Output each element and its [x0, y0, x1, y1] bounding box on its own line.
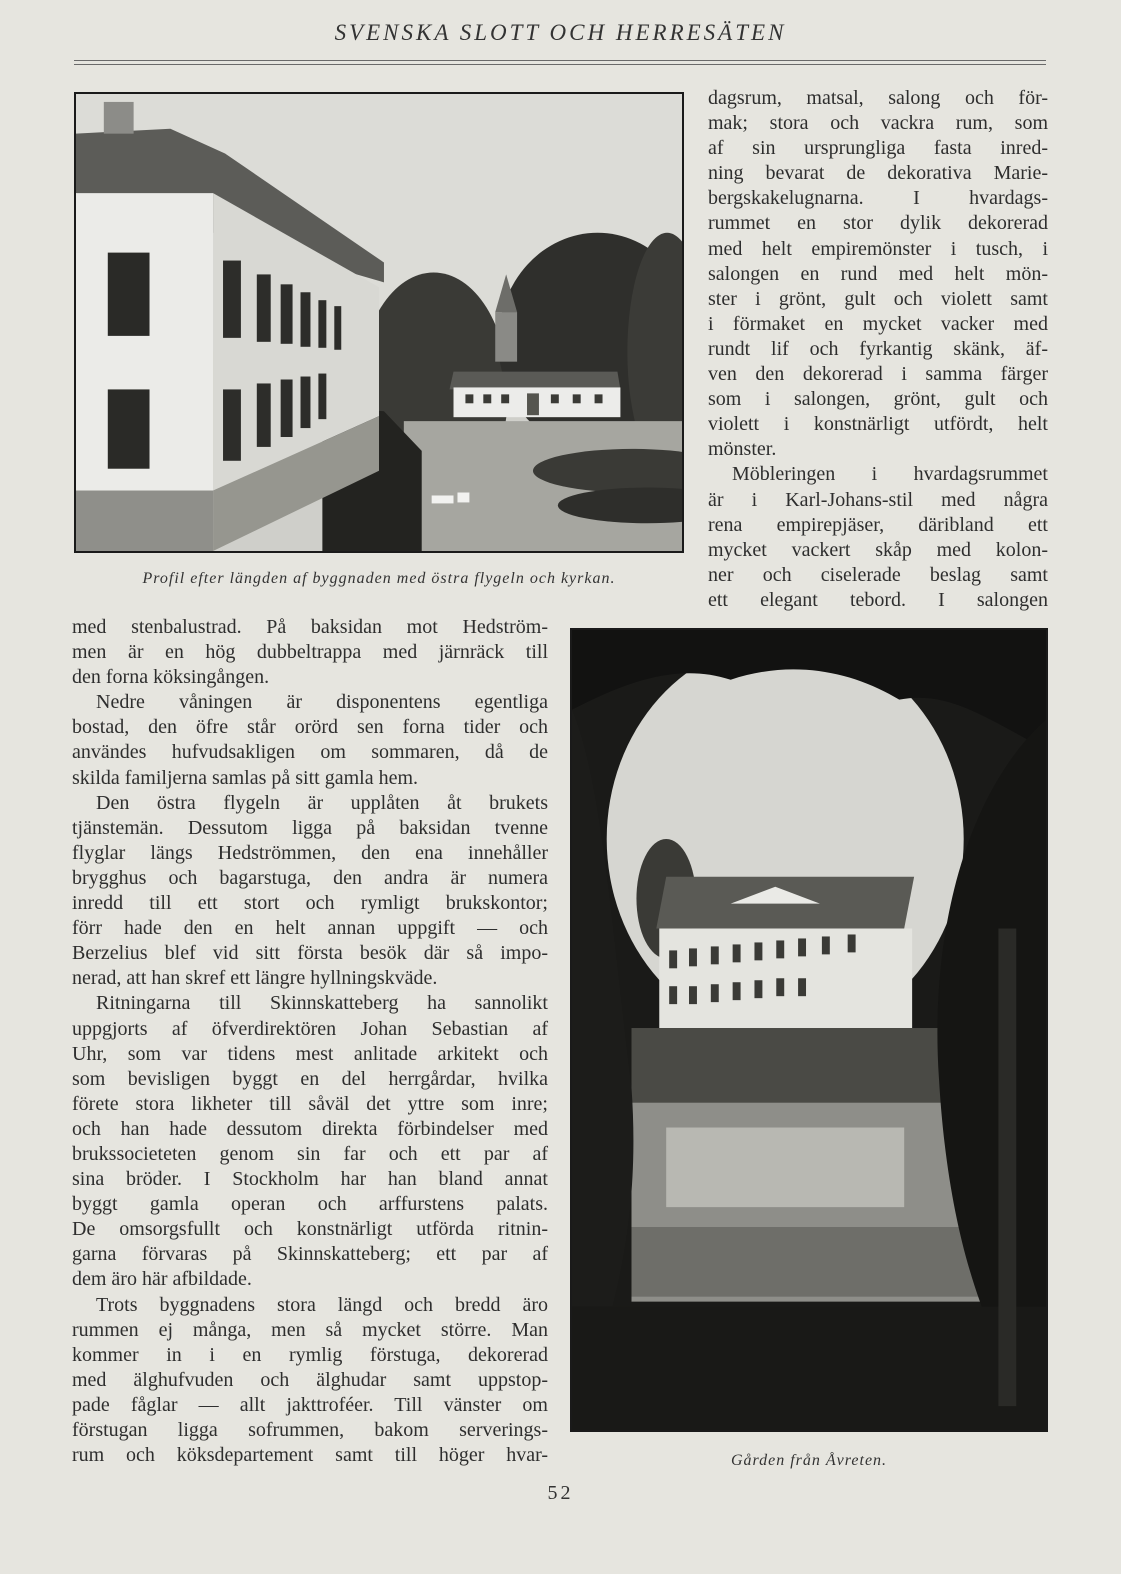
text-column-left — [72, 615, 548, 1468]
text-line: tjänstemän. Dessutom ligga på baksidan tvenne — [72, 816, 548, 839]
text-line: är i Karl-Johans-stil med några — [708, 488, 1048, 511]
text-line: ven den dekorerad i samma färger — [708, 363, 1048, 386]
text-line: med stenbalustrad. På baksidan mot Hedström- — [72, 616, 548, 638]
text-line: Den östra flygeln är upplåten åt brukets — [96, 791, 548, 814]
text-line: inredd till ett stort och rymligt brukskontor; — [72, 892, 548, 915]
text-line: Berzelius blef vid sitt första besök där så impo- — [72, 942, 548, 965]
text-line: skilda familjerna samlas på sitt gamla hem. — [72, 766, 419, 789]
text-line: brygghus och bagarstuga, den andra är numera — [72, 866, 548, 889]
text-line: af sin ursprungliga fasta inred- — [708, 137, 1048, 160]
text-line: rum och köksdepartement samt till höger hvar- — [72, 1444, 548, 1467]
text-line: bostad, den öfre står orörd sen forna tider och — [72, 716, 548, 739]
text-line: med helt empiremönster i tusch, i — [708, 237, 1048, 260]
header-rule — [74, 60, 1046, 61]
text-line: ett elegant tebord. I salongen — [708, 588, 1048, 611]
text-line: med älghufvuden och älghudar samt uppstop- — [72, 1368, 548, 1391]
text-line: rena empirepjäser, däribland ett — [708, 513, 1048, 536]
text-line: förstugan ligga sofrummen, bakom serverings- — [72, 1419, 548, 1441]
text-line: mak; stora och vackra rum, som — [708, 112, 1048, 135]
manor-profile-photo — [74, 92, 684, 553]
text-column-right — [708, 86, 1048, 613]
text-line: Trots byggnadens stora längd och bredd äro — [96, 1293, 548, 1316]
text-line: dagsrum, matsal, salong och för- — [708, 87, 1048, 109]
text-line: Nedre våningen är disponentens egentliga — [96, 691, 548, 714]
text-line: rummen ej många, men så mycket större. Man — [72, 1318, 548, 1341]
text-line: brukssocieteten genom sin far och ett par af — [72, 1142, 548, 1165]
text-line: salongen en rund med helt mön- — [708, 262, 1048, 285]
text-line: byggt gamla operan och arffurstens palats. — [72, 1193, 548, 1216]
text-line: nerad, att han skref ett längre hyllningskväde. — [72, 967, 438, 990]
text-line: dem äro här afbildade. — [72, 1268, 252, 1291]
text-line: mönster. — [708, 438, 777, 461]
text-line: violett i konstnärligt utfördt, helt — [708, 413, 1048, 436]
text-line: bergskakelugnarna. I hvardags- — [708, 187, 1048, 210]
text-line: ster i grönt, gult och violett samt — [708, 287, 1048, 310]
text-line: Ritningarna till Skinnskatteberg ha sannolikt — [96, 992, 548, 1015]
text-line: rundt lif och fyrkantig skänk, äf- — [708, 337, 1048, 360]
text-line: uppgjorts af öfverdirektören Johan Sebastian af — [72, 1017, 548, 1040]
text-line: förete stora likheter till såväl det yttre som inre; — [72, 1092, 548, 1115]
text-line: som i salongen, grönt, gult och — [708, 388, 1048, 411]
text-line: Uhr, som var tidens mest anlitade arkitekt och — [72, 1042, 548, 1065]
text-line: och han hade dessutom direkta förbindelser med — [72, 1117, 548, 1140]
text-line: i förmaket en mycket vacker med — [708, 312, 1048, 335]
header-rule-double — [74, 64, 1046, 65]
text-line: mycket vackert skåp med kolon- — [708, 538, 1048, 561]
text-line: som bevisligen byggt en del herrgårdar, hvilka — [72, 1067, 548, 1090]
text-line: ning bevarat de dekorativa Marie- — [708, 162, 1048, 185]
text-line: Möbleringen i hvardagsrummet — [732, 463, 1048, 486]
text-line: sina bröder. I Stockholm har han bland annat — [72, 1168, 548, 1191]
text-line: pade fåglar — allt jakttroféer. Till vänster om — [72, 1393, 548, 1416]
text-line: den forna köksingången. — [72, 666, 270, 689]
manor-from-avreten-photo — [570, 628, 1048, 1432]
text-line: De omsorgsfullt och konstnärligt utförda ritnin- — [72, 1218, 548, 1241]
text-line: förr hade den en helt annan uppgift — och — [72, 917, 548, 940]
running-title: SVENSKA SLOTT OCH HERRESÄTEN — [334, 20, 787, 45]
page-number: 52 — [547, 1482, 574, 1504]
text-line: användes hufvudsakligen om sommaren, då de — [72, 741, 548, 764]
text-line: garna förvaras på Skinnskatteberg; ett par af — [72, 1243, 548, 1266]
top-photo-caption: Profil efter längden af byggnaden med östra flygeln och kyrkan. — [142, 570, 616, 587]
text-line: kommer in i en rymlig förstuga, dekorerad — [72, 1343, 548, 1366]
text-line: ner och ciselerade beslag samt — [708, 563, 1048, 586]
text-line: men är en hög dubbeltrappa med järnräck till — [72, 641, 548, 664]
text-line: flyglar längs Hedströmmen, den ena innehåller — [72, 841, 548, 864]
text-line: rummet en stor dylik dekorerad — [708, 212, 1048, 235]
bottom-photo-caption: Gården från Åvreten. — [730, 1452, 888, 1469]
